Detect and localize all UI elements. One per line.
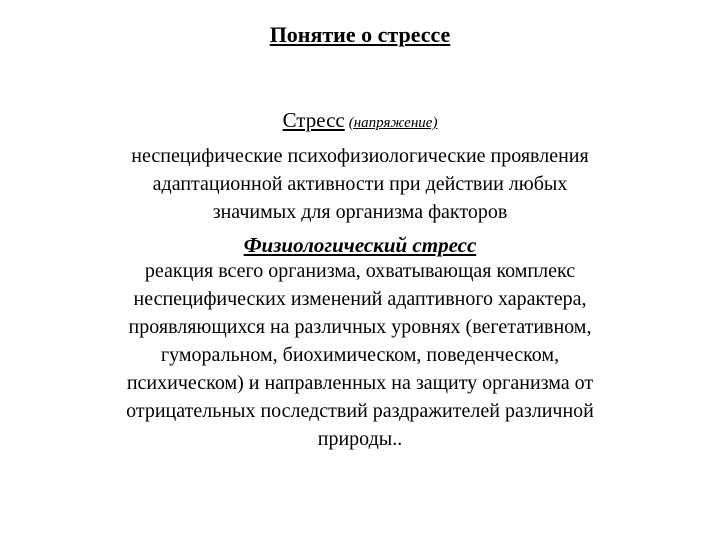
stress-term: Стресс xyxy=(282,108,345,132)
physiological-definition-line: природы.. xyxy=(317,428,403,450)
stress-term-note: (напряжение) xyxy=(348,115,438,131)
stress-definition xyxy=(40,142,680,226)
stress-definition-line: значимых для организма факторов xyxy=(212,201,508,223)
physiological-definition-line: реакция всего организма, охватывающая комплекс xyxy=(144,260,576,282)
physiological-definition-line: проявляющихся на различных уровнях (вегетативном, xyxy=(128,316,592,338)
page-title: Понятие о стрессе xyxy=(269,22,451,47)
physiological-definition-line: неспецифических изменений адаптивного характера, xyxy=(133,288,587,310)
stress-term-line xyxy=(0,106,720,137)
physiological-definition-line: отрицательных последствий раздражителей различной xyxy=(126,400,594,422)
physiological-definition-line: психическом) и направленных на защиту организма от xyxy=(126,372,594,394)
stress-definition-line: неспецифические психофизиологические проявления xyxy=(131,145,589,167)
physiological-stress-heading: Физиологический стресс xyxy=(243,233,477,257)
physiological-stress-definition xyxy=(40,257,680,453)
physiological-definition-line: гуморальном, биохимическом, поведенческом, xyxy=(160,344,560,366)
stress-definition-line: адаптационной активности при действии любых xyxy=(152,173,568,195)
